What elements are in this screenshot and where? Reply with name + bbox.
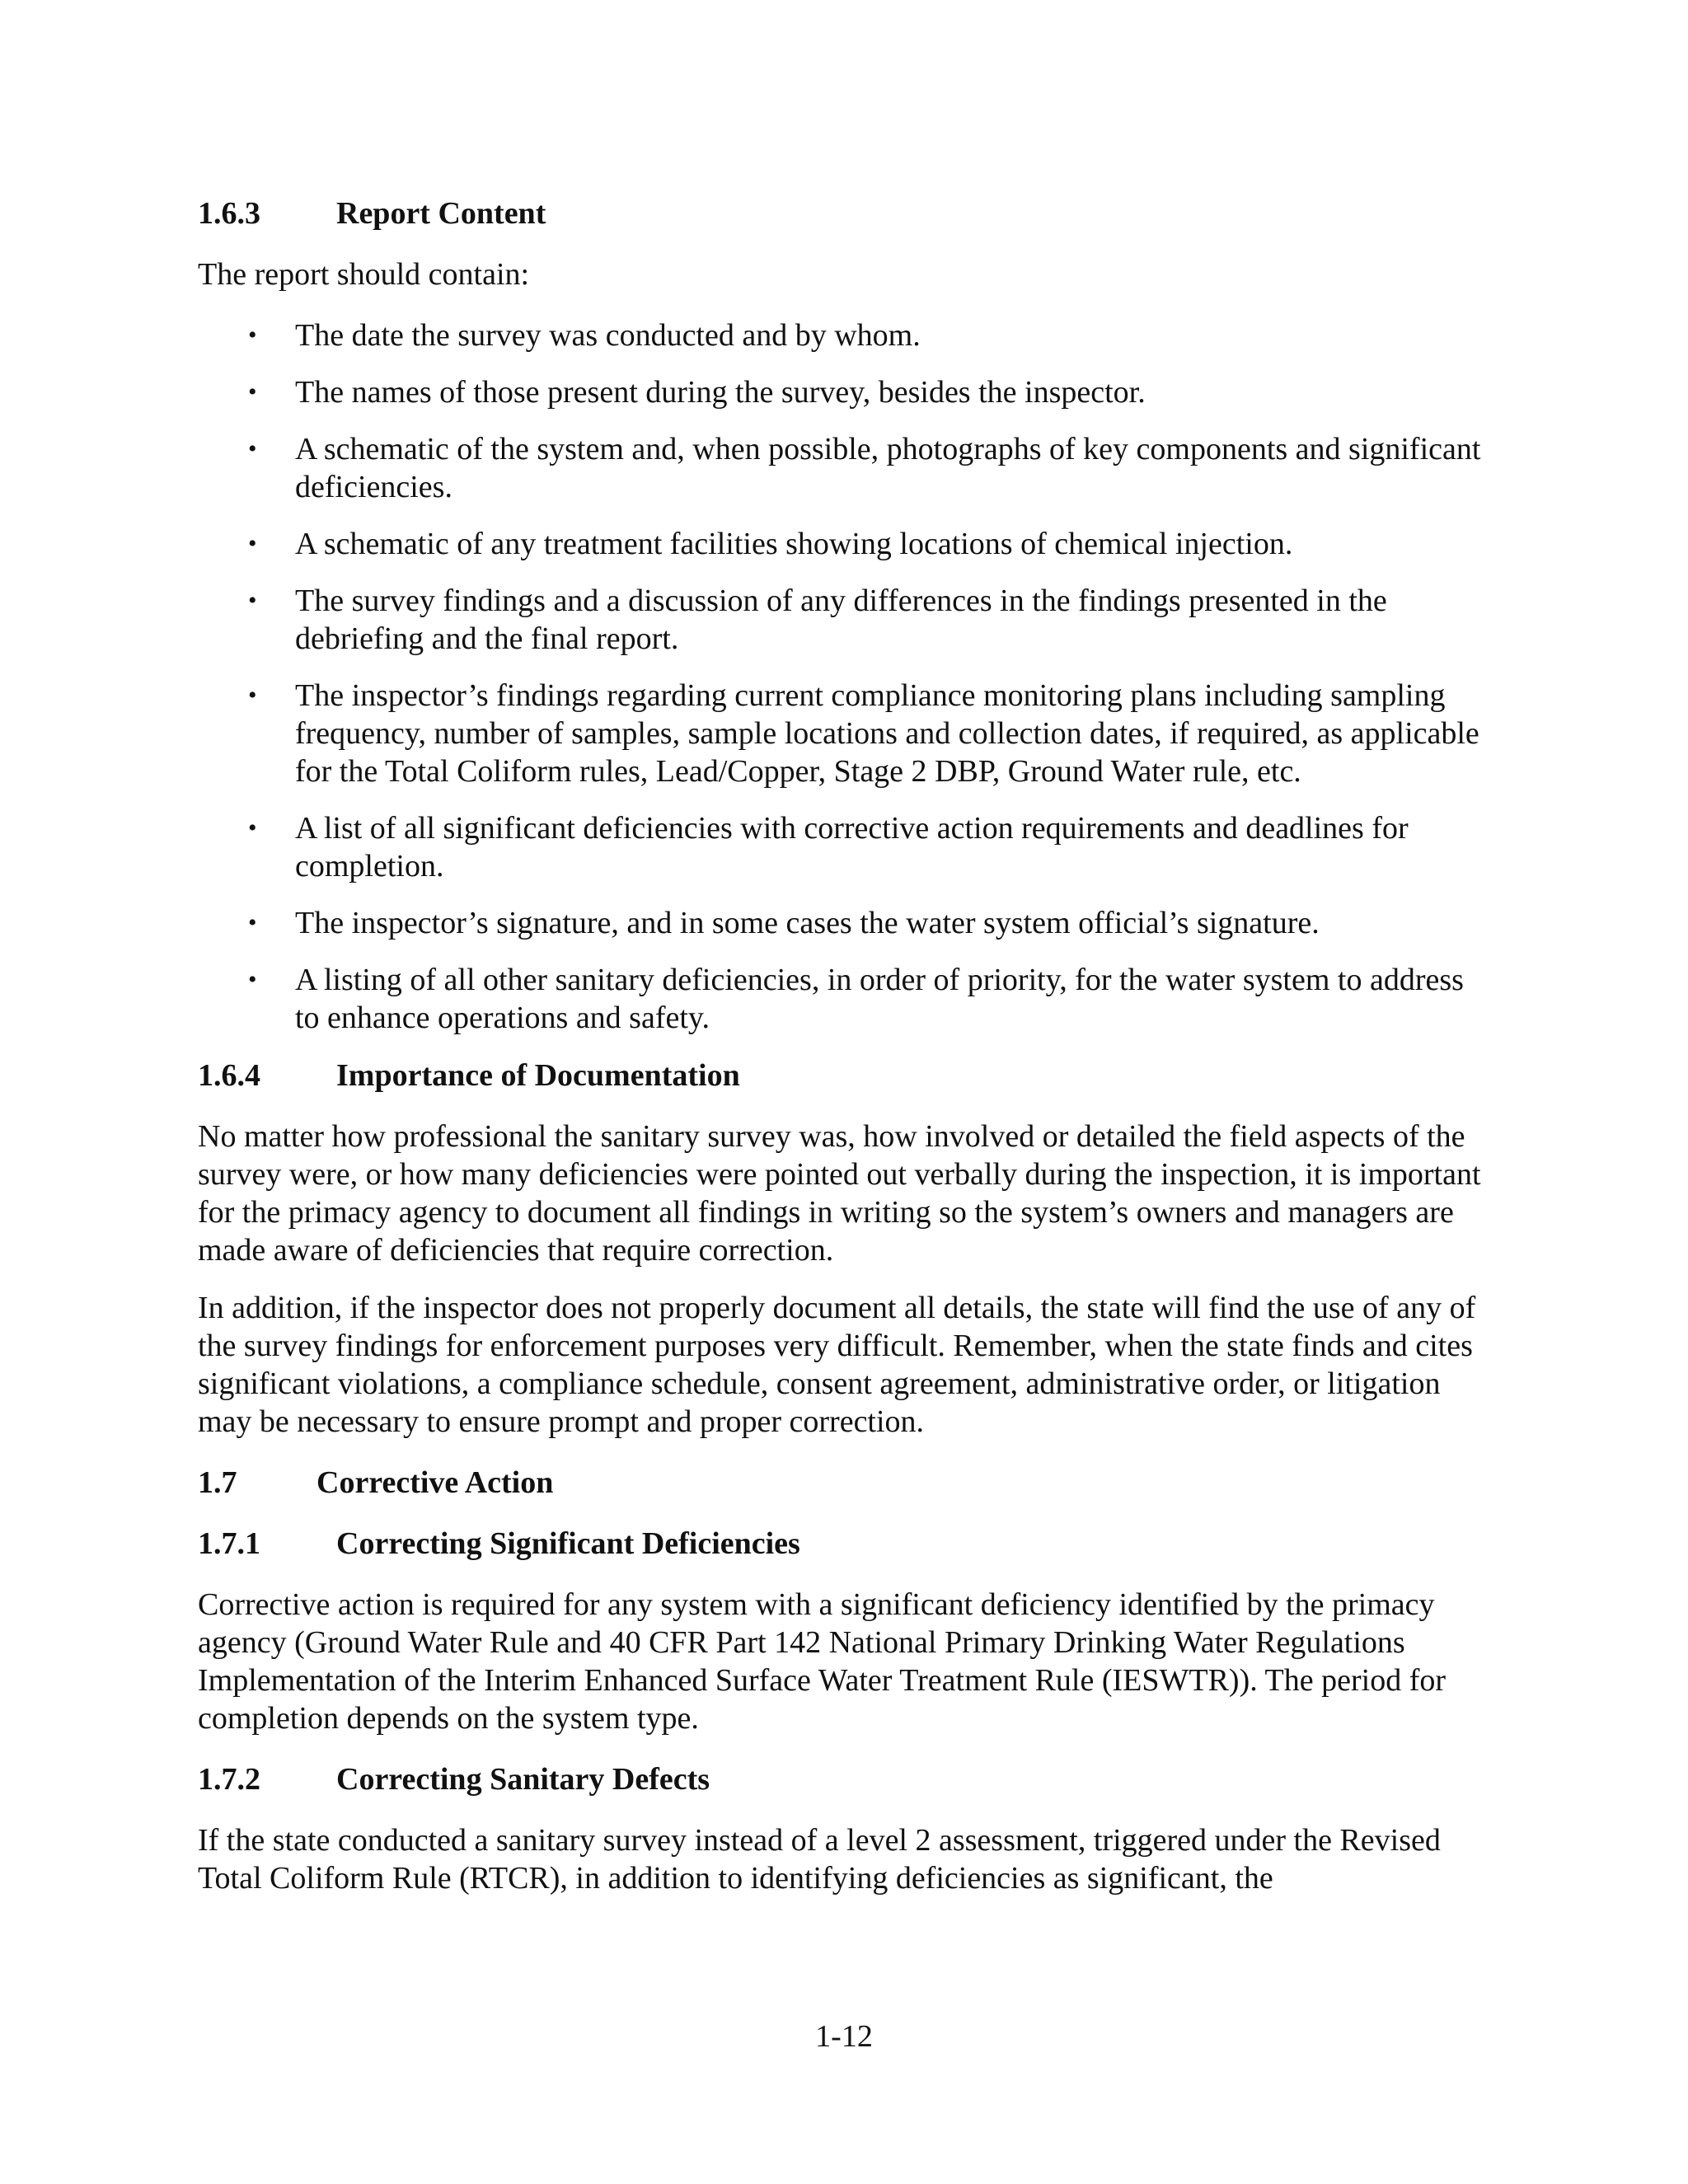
list-item: [198, 677, 1484, 790]
page-number: 1-12: [815, 2019, 873, 2054]
section-heading-1-6-4: [198, 1057, 1484, 1094]
report-intro-paragraph: The report should contain:: [198, 257, 530, 292]
section-title: Importance of Documentation: [336, 1058, 740, 1093]
bullet-icon: •: [248, 682, 257, 709]
list-item-text: A schematic of the system and, when possible, photographs of key components and significant deficiencies.: [295, 432, 1481, 504]
list-item: [198, 961, 1484, 1037]
list-item: [198, 582, 1484, 658]
bullet-icon: •: [248, 378, 257, 405]
list-item-text: The inspector’s signature, and in some cases the water system official’s signature.: [295, 906, 1320, 940]
section-number: 1.6.4: [198, 1058, 260, 1093]
bullet-icon: •: [248, 909, 257, 936]
page-content: [198, 194, 1484, 1897]
bullet-icon: •: [248, 530, 257, 557]
bullet-icon: •: [248, 321, 257, 349]
body-paragraph: In addition, if the inspector does not properly document all details, the state will find the use of any of the survey findings for enforcement purposes very difficult. Remember, when the state finds and cites significant violations, a compliance schedule, consent agreement, administrative order, or litigation may be necessary to ensure prompt and proper correction.: [198, 1291, 1476, 1439]
section-heading-1-7: [198, 1464, 1484, 1502]
section-number: 1.7: [198, 1465, 237, 1500]
list-item-text: A list of all significant deficiencies with corrective action requirements and deadlines for completion.: [295, 811, 1409, 883]
body-paragraph: If the state conducted a sanitary survey instead of a level 2 assessment, triggered under the Revised Total Coliform Rule (RTCR), in addition to identifying deficiencies as significant, the: [198, 1823, 1441, 1896]
list-item: [198, 904, 1484, 942]
list-item-text: The date the survey was conducted and by whom.: [295, 318, 921, 353]
list-item-text: A schematic of any treatment facilities showing locations of chemical injection.: [295, 527, 1293, 561]
list-item-text: The names of those present during the survey, besides the inspector.: [295, 375, 1146, 410]
body-paragraph: No matter how professional the sanitary survey was, how involved or detailed the field aspects of the survey were, or how many deficiencies were pointed out verbally during the inspection, it is important for the primacy agency to document all findings in writing so the system’s owners and managers are made aware of deficiencies that require correction.: [198, 1119, 1481, 1268]
list-item: [198, 525, 1484, 563]
section-number: 1.7.1: [198, 1526, 260, 1561]
section-heading-1-6-3: [198, 194, 1484, 232]
list-item: [198, 809, 1484, 885]
bullet-icon: •: [248, 966, 257, 993]
list-item: [198, 316, 1484, 354]
bullet-icon: •: [248, 587, 257, 614]
section-number: 1.7.2: [198, 1762, 260, 1797]
section-heading-1-7-2: [198, 1760, 1484, 1798]
list-item: [198, 373, 1484, 411]
list-item-text: The inspector’s findings regarding current compliance monitoring plans including sampling frequency, number of samples, sample locations and collection dates, if required, as applicable for the Total Coliform rules, Lead/Copper, Stage 2 DBP, Ground Water rule, etc.: [295, 678, 1479, 789]
section-number: 1.6.3: [198, 196, 260, 231]
body-paragraph: Corrective action is required for any system with a significant deficiency identified by the primacy agency (Ground Water Rule and 40 CFR Part 142 National Primary Drinking Water Regulations Implementation of the Interim Enhanced Surface Water Treatment Rule (IESWTR)). The period for completion depends on the system type.: [198, 1587, 1447, 1736]
list-item: [198, 430, 1484, 506]
section-title: Corrective Action: [316, 1465, 554, 1500]
list-item-text: The survey findings and a discussion of any differences in the findings presented in the debriefing and the final report.: [295, 583, 1387, 656]
report-content-list: [198, 316, 1484, 1037]
list-item-text: A listing of all other sanitary deficiencies, in order of priority, for the water system to address to enhance operations and safety.: [295, 963, 1464, 1035]
section-heading-1-7-1: [198, 1525, 1484, 1563]
section-title: Correcting Significant Deficiencies: [336, 1526, 800, 1561]
bullet-icon: •: [248, 814, 257, 841]
section-title: Report Content: [336, 196, 546, 231]
bullet-icon: •: [248, 435, 257, 462]
section-title: Correcting Sanitary Defects: [336, 1762, 710, 1797]
